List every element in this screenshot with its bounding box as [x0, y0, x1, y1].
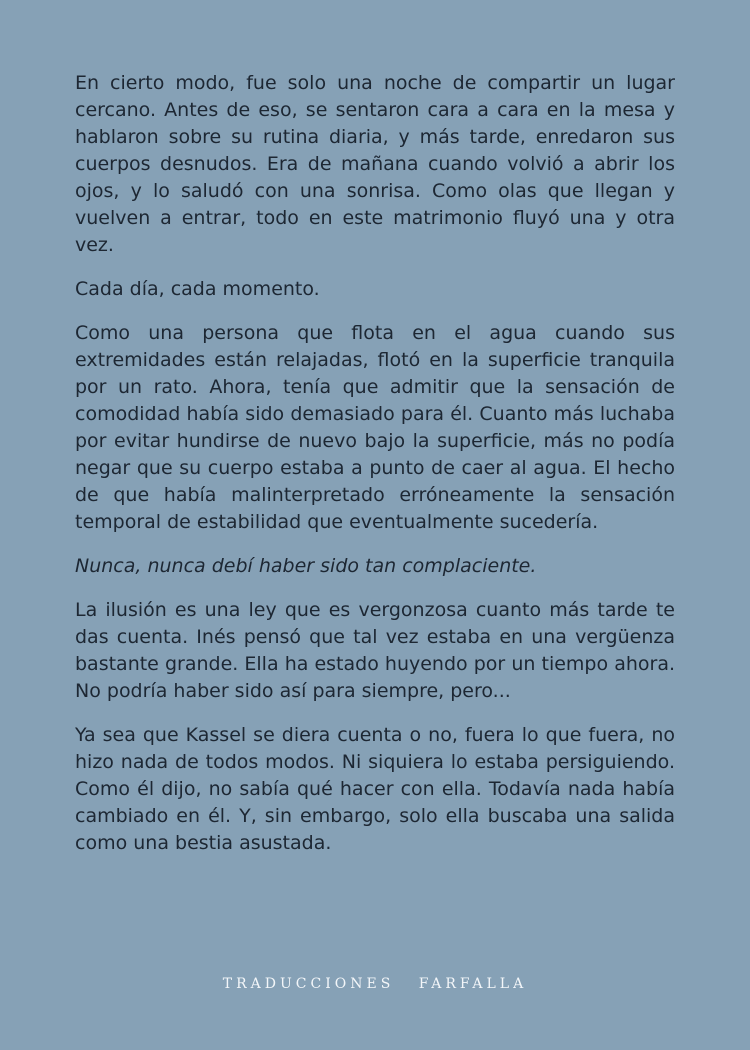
paragraph-1: En cierto modo, fue solo una noche de compartir un lugar cercano. Antes de eso, se sentaron cara a cara en la mesa y hablaron sobre su rutina diaria, y más tarde, enredaron sus cuerpos desnudos. Era de mañana cuando volvió a abrir los ojos, y lo saludó con una sonrisa. Como olas que llegan y vuelven a entrar, todo en este matrimonio fluyó una y otra vez. — [75, 72, 675, 256]
footer-credit — [0, 976, 750, 992]
paragraph-2: Cada día, cada momento. — [75, 278, 320, 300]
page-body — [75, 70, 675, 874]
paragraph-5: La ilusión es una ley que es vergonzosa cuanto más tarde te das cuenta. Inés pensó que tal vez estaba en una vergüenza bastante grande. Ella ha estado huyendo por un tiempo ahora. No podría haber sido así para siempre, pero... — [75, 599, 675, 702]
footer-word-1: TRADUCCIONES — [222, 976, 395, 992]
paragraph-4-italic-thought: Nunca, nunca debí haber sido tan complaciente. — [75, 555, 537, 577]
footer-word-2: FARFALLA — [418, 976, 528, 992]
paragraph-6: Ya sea que Kassel se diera cuenta o no, fuera lo que fuera, no hizo nada de todos modos. Ni siquiera lo estaba persiguiendo. Como él dijo, no sabía qué hacer con ella. Todavía nada había cambiado en él. Y, sin embargo, solo ella buscaba una salida como una bestia asustada. — [75, 724, 675, 854]
paragraph-3: Como una persona que flota en el agua cuando sus extremidades están relajadas, flotó en la superficie tranquila por un rato. Ahora, tenía que admitir que la sensación de comodidad había sido demasiado para él. Cuanto más luchaba por evitar hundirse de nuevo bajo la superficie, más no podía negar que su cuerpo estaba a punto de caer al agua. El hecho de que había malinterpretado erróneamente la sensación temporal de estabilidad que eventualmente sucedería. — [75, 322, 675, 533]
